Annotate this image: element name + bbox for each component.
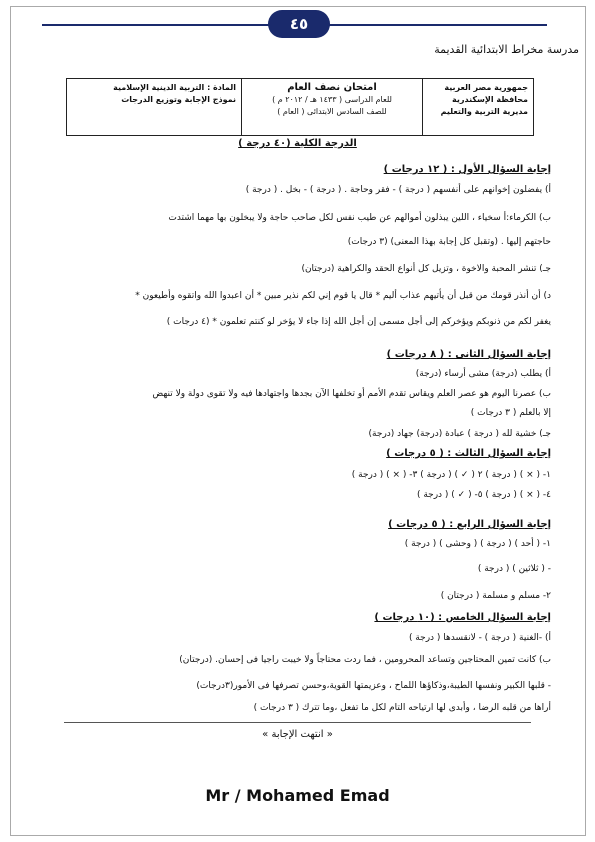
answer-line: أراها من قلبه الرضا ، وأبدى لها ارتياحه التام لكل ما تفعل ،وما تترك ( ٣ درجات ) — [253, 703, 551, 713]
answer-line: - قلبها الكبير ونفسها الطيبة،وذكاؤها اللماح ، وعزيمتها القوية،وحسن تصرفها فى الأمور(٣درجات) — [196, 681, 551, 691]
answer-line: ١- ( أحد ) ( درجة ) ( وحشى ) ( درجة ) — [404, 539, 551, 549]
page-number: ٤٥ — [268, 10, 330, 38]
answer-line: ب) عصرنا اليوم هو عصر العلم ويقاس تقدم الأمم أو تخلفها الآن بجدها واجتهادها فيه ولا تقوى دولة ولا تنهض — [152, 389, 551, 399]
exam-grade: للصف السادس الابتدائى ( العام ) — [277, 107, 387, 116]
school-name: مدرسة مخراط الابتدائية القديمة — [434, 43, 579, 56]
answer-model-label: نموذج الإجابة وتوزيع الدرجات — [121, 95, 236, 104]
answer-line: أ) يفضلون إخوانهم على أنفسهم ( درجة ) - فقر وحاجة . ( درجة ) - بخل . ( درجة ) — [245, 185, 551, 195]
answer-line: ٤- ( × ) ( درجة ) ٥- ( ✓ ) ( درجة ) — [416, 490, 551, 500]
exam-header-table — [66, 78, 534, 136]
answer-line: ب) الكرماء:أ سخياء ، اللين يبذلون أموالهم عن طيب نفس لكل صاحب حاجة ولا يبخلون بها مهما اشتدت — [168, 213, 551, 223]
question-heading: إجابة السؤال الثانى : ( ٨ درجات ) — [386, 349, 551, 360]
answer-line: إلا بالعلم ( ٣ درجات ) — [470, 408, 551, 418]
answer-line: - ( ثلاثين ) ( درجة ) — [477, 564, 551, 574]
answer-line: ب) كانت تمين المحتاجين وتساعد المحرومين ، فما ردت محتاجاً ولا خيبت راجيا فى إحسان. (درجتان) — [179, 655, 551, 665]
answer-line: أ) يطلب (درجة) مشى أرساء (درجة) — [415, 369, 551, 379]
answer-line: حاجتهم إليها . (وتقبل كل إجابة بهذا المعنى) (٣ درجات) — [347, 237, 551, 247]
header-exam-info — [241, 79, 422, 135]
total-grade: الدرجة الكلية (٤٠ درجة ) — [238, 138, 357, 149]
exam-title: امتحان نصف العام — [287, 82, 377, 93]
header-authority — [422, 79, 533, 135]
header-governorate: محافظة الإسكندرية — [452, 95, 528, 104]
question-heading: إجابة السؤال الأول : ( ١٢ درجات ) — [383, 164, 551, 175]
answer-line: ٢- مسلم و مسلمة ( درجتان ) — [440, 591, 551, 601]
page-number-banner — [0, 10, 595, 40]
end-divider — [64, 722, 531, 723]
question-heading: إجابة السؤال الثالث : ( ٥ درجات ) — [386, 448, 551, 459]
end-note: « انتهت الإجابة » — [262, 729, 333, 740]
question-heading: إجابة السؤال الرابع : ( ٥ درجات ) — [388, 519, 551, 530]
answer-line: جـ) تنشر المحبة والاخوة ، وتزيل كل أنواع الحقد والكراهية (درجتان) — [301, 264, 551, 274]
answer-line: ١- ( × ) ( درجة ) ٢ ( ✓ ) ( درجة ) ٣- ( × ) ( درجة ) — [351, 470, 551, 480]
author-signature: Mr / Mohamed Emad — [205, 786, 390, 805]
question-heading: إجابة السؤال الخامس : (١٠ درجات ) — [374, 612, 551, 623]
answer-line: د) أن أنذر قومك من قبل أن يأتيهم عذاب أليم * قال يا قوم إني لكم نذير مبين * أن اعبدوا الله واتقوه وأطيعون * — [135, 291, 551, 301]
header-subject — [67, 79, 241, 135]
answer-line: يغفر لكم من ذنوبكم ويؤخركم إلى أجل مسمى إن أجل الله إذا جاء لا يؤخر لو كنتم تعلمون * (٤ درجات ) — [166, 317, 551, 327]
header-directorate: مديرية التربية والتعليم — [440, 107, 528, 116]
exam-year: للعام الدراسى ( ١٤٣٣ هـ / ٢٠١٢ م ) — [272, 95, 392, 104]
subject-name: المادة : التربية الدينية الإسلامية — [113, 83, 236, 92]
answer-line: جـ) خشية لله ( درجة ) عبادة (درجة) جهاد (درجة) — [368, 429, 551, 439]
answer-line: أ) -الغنية ( درجة ) - لانقسدها ( درجة ) — [408, 633, 551, 643]
header-country: جمهورية مصر العربية — [444, 83, 528, 92]
